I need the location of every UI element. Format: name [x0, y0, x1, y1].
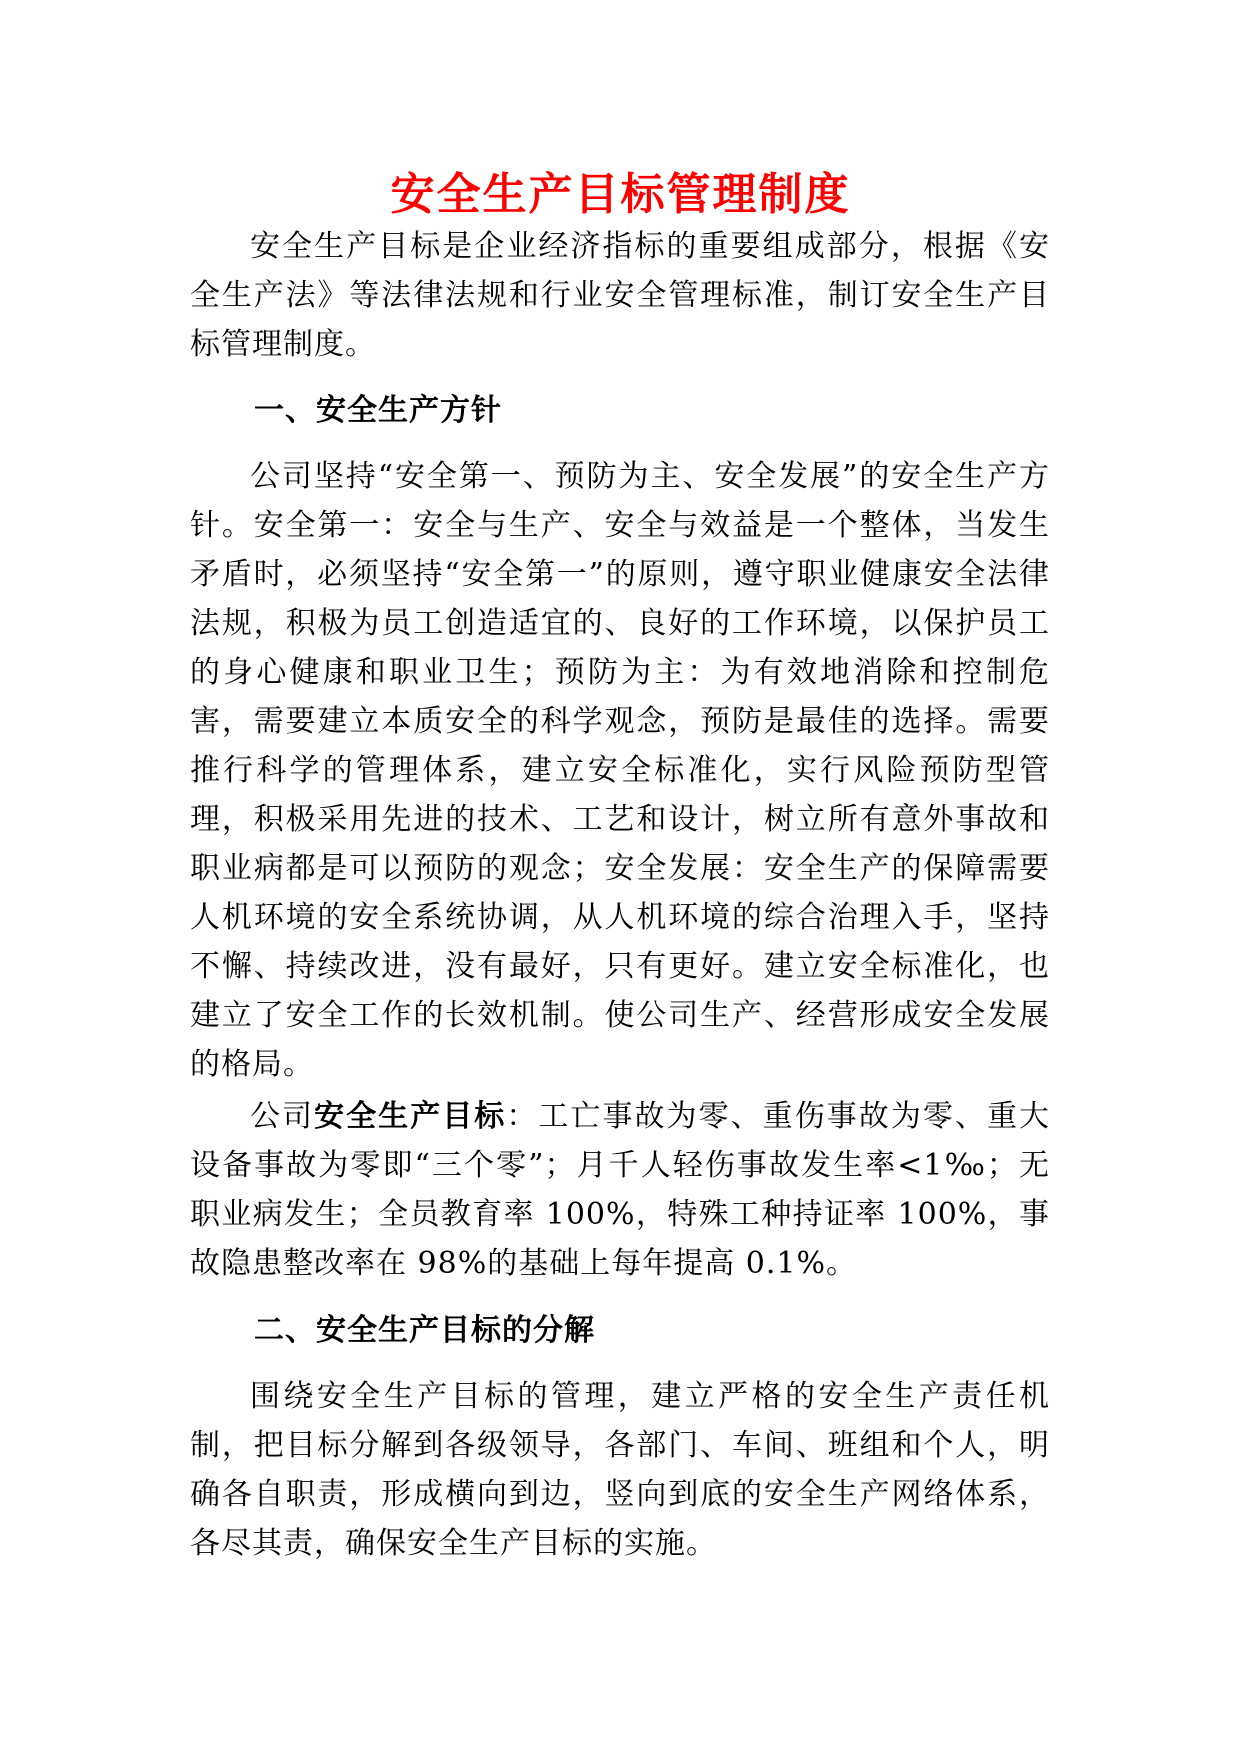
section-2-heading: 二、安全生产目标的分解 — [254, 1313, 595, 1348]
section-1-heading: 一、安全生产方针 — [254, 393, 502, 428]
goal-text: ：工亡事故为零、重伤事故为零、重大设备事故为零即“三个零”；月千人轻伤事故发生率<1‰；无职业病发生；全员教育率 100%，特殊工种持证率 100%，事故隐患整改率在 98%的基础上每年提高 0.1%。 — [190, 1099, 1051, 1281]
goal-prefix: 公司 — [250, 1099, 315, 1134]
section-2-paragraph: 围绕安全生产目标的管理，建立严格的安全生产责任机制，把目标分解到各级领导，各部门、车间、班组和个人，明确各自职责，形成横向到边，竖向到底的安全生产网络体系，各尽其责，确保安全生产目标的实施。 — [190, 1379, 1050, 1561]
goal-label: 安全生产目标 — [314, 1099, 507, 1134]
goal-paragraph — [190, 1092, 1050, 1288]
intro-paragraph: 安全生产目标是企业经济指标的重要组成部分，根据《安全生产法》等法律法规和行业安全管理标准，制订安全生产目标管理制度。 — [190, 229, 1050, 362]
section-1-paragraph: 公司坚持“安全第一、预防为主、安全发展”的安全生产方针。安全第一：安全与生产、安全与效益是一个整体，当发生矛盾时，必须坚持“安全第一”的原则，遵守职业健康安全法律法规，积极为员工创造适宜的、良好的工作环境，以保护员工的身心健康和职业卫生；预防为主：为有效地消除和控制危害，需要建立本质安全的科学观念，预防是最佳的选择。需要推行科学的管理体系，建立安全标准化，实行风险预防型管理，积极采用先进的技术、工艺和设计，树立所有意外事故和职业病都是可以预防的观念；安全发展：安全生产的保障需要人机环境的安全系统协调，从人机环境的综合治理入手，坚持不懈、持续改进，没有最好，只有更好。建立安全标准化，也建立了安全工作的长效机制。使公司生产、经营形成安全发展的格局。 — [190, 459, 1050, 1082]
document-title: 安全生产目标管理制度 — [390, 169, 851, 221]
